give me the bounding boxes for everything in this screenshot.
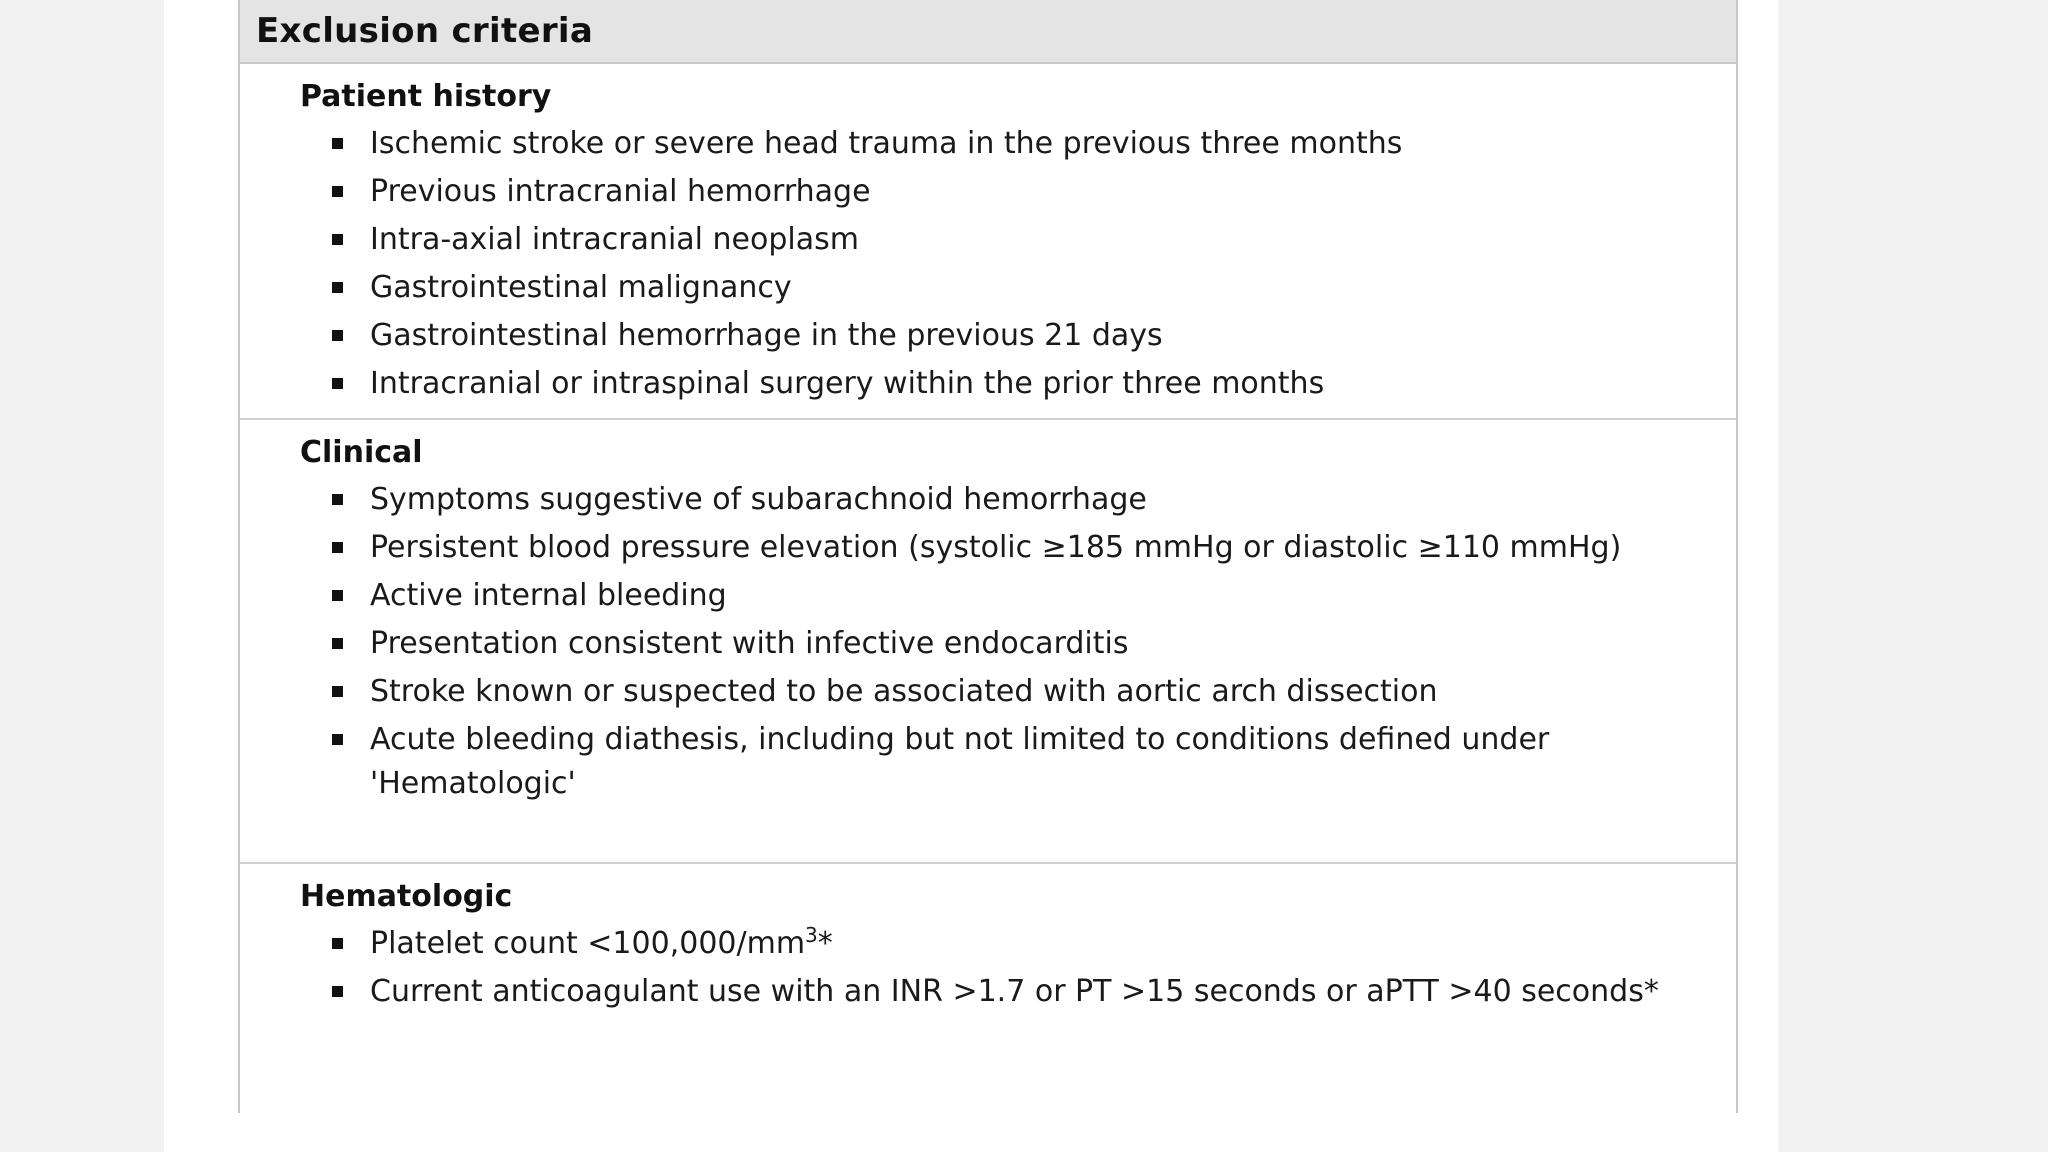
square-bullet-icon [332,138,343,149]
square-bullet-icon [332,186,343,197]
square-bullet-icon [332,330,343,341]
criterion-text: Presentation consistent with infective endocarditis [370,626,1129,661]
square-bullet-icon [332,938,343,949]
criterion-text: Previous intracranial hemorrhage [370,174,871,209]
section-hematologic [240,864,1736,1014]
square-bullet-icon [332,282,343,293]
list-item [300,970,1716,1014]
square-bullet-icon [332,686,343,697]
criterion-text: Persistent blood pressure elevation (systolic ≥185 mmHg or diastolic ≥110 mmHg) [370,530,1622,565]
criteria-list [300,122,1716,406]
criterion-text: Symptoms suggestive of subarachnoid hemorrhage [370,482,1147,517]
list-item [300,266,1716,310]
table-title: Exclusion criteria [256,11,594,51]
square-bullet-icon [332,986,343,997]
list-item [300,718,1716,806]
list-item [300,670,1716,714]
section-title: Patient history [300,79,552,114]
list-item [300,218,1716,262]
criterion-text: Intra-axial intracranial neoplasm [370,222,859,257]
criterion-text: Stroke known or suspected to be associated with aortic arch dissection [370,674,1438,709]
square-bullet-icon [332,494,343,505]
square-bullet-icon [332,542,343,553]
criterion-text: Platelet count <100,000/mm [370,926,806,961]
list-item [300,170,1716,214]
square-bullet-icon [332,234,343,245]
footnote-asterisk: * [817,926,833,961]
square-bullet-icon [332,638,343,649]
list-item [300,362,1716,406]
criterion-text: Ischemic stroke or severe head trauma in the previous three months [370,126,1403,161]
list-item [300,478,1716,522]
exclusion-criteria-table [238,0,1738,1113]
list-item [300,574,1716,618]
list-item [300,922,1716,966]
criterion-text: Gastrointestinal malignancy [370,270,792,305]
list-item [300,526,1716,570]
criterion-text: Intracranial or intraspinal surgery within the prior three months [370,366,1325,401]
section-clinical [240,420,1736,864]
document-page [164,0,1778,1152]
criterion-text: Acute bleeding diathesis, including but not limited to conditions defined under 'Hematologic' [370,722,1550,801]
criterion-text: Active internal bleeding [370,578,727,613]
criteria-list [300,922,1716,1014]
criterion-text: Gastrointestinal hemorrhage in the previous 21 days [370,318,1163,353]
square-bullet-icon [332,734,343,745]
table-header [240,0,1736,64]
list-item [300,314,1716,358]
square-bullet-icon [332,378,343,389]
section-title: Clinical [300,435,423,470]
list-item [300,122,1716,166]
criteria-list [300,478,1716,806]
criterion-text: Current anticoagulant use with an INR >1.7 or PT >15 seconds or aPTT >40 seconds* [370,974,1659,1009]
section-title: Hematologic [300,879,513,914]
square-bullet-icon [332,590,343,601]
section-patient-history [240,64,1736,420]
superscript-exponent: 3 [805,923,818,947]
list-item [300,622,1716,666]
